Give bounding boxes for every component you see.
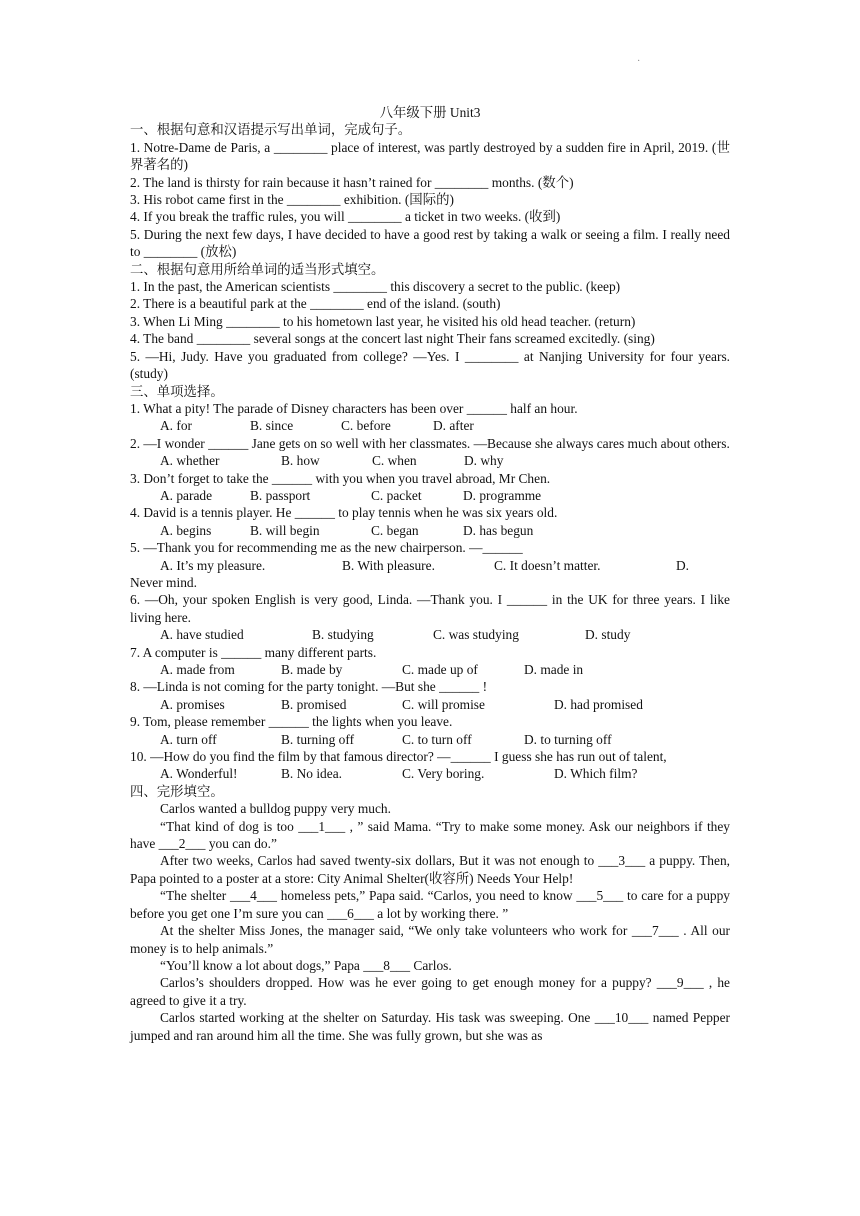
question-text: 6. —Oh, your spoken English is very good, Linda. —Thank you. I ______ in the UK for three years. I like living here.	[130, 592, 730, 625]
exercise-item: 2. The land is thirsty for rain because it hasn’t rained for ________ months. (数个)	[130, 174, 574, 190]
option: C. It doesn’t matter.	[494, 557, 601, 573]
option: D. Which film?	[554, 766, 638, 782]
option: A. have studied	[160, 627, 244, 643]
option: C. to turn off	[402, 731, 472, 747]
options-row	[130, 626, 730, 643]
question-text: 7. A computer is ______ many different parts.	[130, 644, 377, 660]
options-row	[130, 557, 730, 574]
option: A. made from	[160, 662, 235, 677]
option: A. for	[160, 418, 192, 434]
option: C. Very boring.	[402, 766, 485, 782]
option: A. parade	[160, 487, 213, 503]
option: D.	[676, 557, 690, 573]
option: B. studying	[312, 627, 374, 643]
option: C. will promise	[402, 696, 485, 712]
option-continuation: Never mind.	[130, 574, 197, 590]
section-heading: 一、根据句意和汉语提示写出单词，完成句子。	[130, 122, 412, 138]
option: A. Wonderful!	[160, 766, 238, 782]
exercise-item: 1. In the past, the American scientists ________ this discovery a secret to the public. (keep)	[130, 279, 621, 295]
passage-paragraph: Carlos wanted a bulldog puppy very much.	[160, 801, 391, 817]
options-row	[130, 522, 730, 539]
section-heading: 三、单项选择。	[130, 383, 224, 399]
option: A. It’s my pleasure.	[160, 557, 266, 573]
passage-paragraph: Carlos’s shoulders dropped. How was he ever going to get enough money for a puppy? ___9___ , he agreed to give it a try.	[130, 975, 730, 1008]
header-mark: ·	[637, 56, 641, 67]
option: D. study	[585, 627, 631, 643]
passage-paragraph: After two weeks, Carlos had saved twenty-six dollars, But it was not enough to ___3___ a puppy. Then, Papa pointed to a poster at a store: City Animal Shelter(收容所) Needs Your Help!	[130, 853, 730, 886]
section-heading: 四、完形填空。	[130, 783, 224, 799]
passage-paragraph: Carlos started working at the shelter on Saturday. His task was sweeping. One ___10___ named Pepper jumped and ran around him all the time. She was fully grown, but she was as	[130, 1010, 730, 1043]
options-row	[130, 487, 730, 504]
worksheet	[130, 104, 730, 1044]
exercise-item: 4. The band ________ several songs at the concert last night Their fans screamed excitedly. (sing)	[130, 331, 655, 347]
question-text: 3. Don’t forget to take the ______ with you when you travel abroad, Mr Chen.	[130, 470, 551, 486]
option: C. began	[371, 522, 419, 538]
option: B. since	[250, 418, 294, 434]
exercise-item: 5. During the next few days, I have decided to have a good rest by taking a walk or seeing a film. I really need to ________ (放松)	[130, 226, 730, 260]
option: D. made in	[524, 662, 584, 677]
options-row	[130, 452, 730, 469]
exercise-item: 3. When Li Ming ________ to his hometown last year, he visited his old head teacher. (return)	[130, 313, 636, 329]
passage-paragraph: “You’ll know a lot about dogs,” Papa ___8___ Carlos.	[160, 957, 452, 973]
option: B. made by	[281, 662, 343, 677]
option: C. packet	[371, 487, 422, 503]
exercise-item: 3. His robot came first in the ________ exhibition. (国际的)	[130, 192, 454, 208]
exercise-item: 4. If you break the traffic rules, you will ________ a ticket in two weeks. (收到)	[130, 209, 561, 225]
exercise-item: 5. —Hi, Judy. Have you graduated from college? —Yes. I ________ at Nanjing University for four years. (study)	[130, 348, 730, 382]
option: C. before	[341, 418, 391, 434]
options-row	[130, 696, 730, 713]
exercise-item: 1. Notre-Dame de Paris, a ________ place of interest, was partly destroyed by a sudden fire in April, 2019. (世界著名的)	[130, 139, 730, 173]
option: D. after	[433, 418, 474, 434]
option: B. promised	[281, 696, 347, 712]
option: C. made up of	[402, 662, 478, 677]
option: A. whether	[160, 453, 220, 469]
passage-paragraph: At the shelter Miss Jones, the manager said, “We only take volunteers who work for ___7___ . All our money is to help animals.”	[130, 923, 730, 956]
option: B. turning off	[281, 731, 355, 747]
section-heading: 二、根据句意用所给单词的适当形式填空。	[130, 261, 385, 277]
option: A. promises	[160, 696, 225, 712]
question-text: 10. —How do you find the film by that famous director? —______ I guess she has run out of talent,	[130, 749, 667, 765]
options-row	[130, 661, 730, 678]
options-row	[130, 731, 730, 748]
option: B. passport	[250, 487, 311, 503]
option: B. With pleasure.	[342, 557, 435, 573]
option: A. begins	[160, 522, 212, 538]
options-row	[130, 417, 730, 434]
option: D. has begun	[463, 522, 534, 538]
option: D. to turning off	[524, 731, 612, 747]
options-row	[130, 765, 730, 782]
option: A. turn off	[160, 731, 217, 747]
option: D. why	[464, 453, 504, 469]
passage-paragraph: “That kind of dog is too ___1___ , ” said Mama. “Try to make some money. Ask our neighbors if they have ___2___ you can do.”	[130, 818, 730, 852]
question-text: 8. —Linda is not coming for the party tonight. —But she ______ !	[130, 679, 488, 695]
question-text: 4. David is a tennis player. He ______ to play tennis when he was six years old.	[130, 505, 558, 521]
option: B. how	[281, 453, 320, 469]
question-text: 1. What a pity! The parade of Disney characters has been over ______ half an hour.	[130, 400, 578, 416]
option: C. was studying	[433, 627, 519, 643]
page-title: 八年级下册 Unit3	[379, 105, 481, 120]
option: B. No idea.	[281, 766, 342, 782]
question-text: 9. Tom, please remember ______ the lights when you leave.	[130, 714, 453, 730]
option: D. programme	[463, 487, 542, 503]
question-text: 5. —Thank you for recommending me as the new chairperson. —______	[130, 540, 523, 556]
question-text: 2. —I wonder ______ Jane gets on so well with her classmates. —Because she always cares much about others.	[130, 435, 730, 451]
exercise-item: 2. There is a beautiful park at the ________ end of the island. (south)	[130, 296, 501, 312]
passage-paragraph: “The shelter ___4___ homeless pets,” Papa said. “Carlos, you need to know ___5___ to care for a puppy before you get one I’m sure you can ___6___ a lot by working there. ”	[130, 888, 730, 921]
option: D. had promised	[554, 696, 643, 712]
option: C. when	[372, 453, 417, 469]
option: B. will begin	[250, 522, 320, 538]
